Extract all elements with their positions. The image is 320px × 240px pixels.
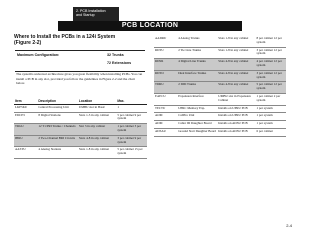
max-configuration-box [15, 50, 145, 72]
cell-desc: 2 Tie Line Trunks [177, 47, 217, 59]
cell-max: 1 per system [255, 105, 286, 113]
cell-desc: Dual Interface Trunks [177, 70, 217, 82]
cell-max: 5 per cabinet 15 per system [116, 147, 147, 159]
table-row [154, 59, 286, 71]
cell-loc: Slot 3 in any cabinet [78, 124, 116, 136]
cell-loc: Slots 4-8 in any cabinet [217, 70, 255, 82]
cell-item: TECTU [154, 105, 177, 113]
table-row [154, 47, 286, 59]
cell-desc: 4 Analog Trunks [177, 36, 217, 47]
cell-max: 1 [116, 104, 147, 112]
cell-loc: Slots 4-8 in any cabinet [217, 82, 255, 94]
cell-desc: Expansion Interface [177, 93, 217, 105]
cell-loc: UMBU slot in Expansion Cabinet [217, 93, 255, 105]
cell-item: IBRU [14, 135, 37, 147]
page-number: 2-4 [286, 223, 292, 228]
cell-max: 1 per cabinet 3 per system [116, 124, 147, 136]
cell-loc: Slots 4-8 in any cabinet [217, 59, 255, 71]
section-tab-line1: 2. PCB Installation [76, 9, 106, 13]
cell-desc: 4 Digital Line Trunks [177, 59, 217, 71]
cell-desc: 8 Digital Stations [37, 112, 78, 124]
cell-loc: Slots 1-3 in any cabinet [78, 112, 116, 124]
pcb-table-left [14, 99, 147, 159]
column-header-item: Item [14, 99, 37, 104]
table-row [14, 112, 147, 124]
cell-desc: UPRC Memory Exp. [177, 105, 217, 113]
cell-desc: 2 DID Trunks [177, 82, 217, 94]
cell-desc: Caller ID Daughter Board [177, 121, 217, 129]
cell-item: EAECU [154, 93, 177, 105]
table-row [154, 93, 286, 105]
cell-max: 3 per cabinet 12 per system [255, 70, 286, 82]
cell-item: ADSAU [154, 128, 177, 136]
config-value-extensions: 72 Extensions [107, 61, 132, 65]
column-header-max: Max. [116, 99, 147, 104]
cell-max: 1 per cabinet 2 per system [255, 93, 286, 105]
section-heading-line2: (Figure 2-2) [14, 39, 42, 46]
cell-loc: Slots 1-8 in any cabinet [217, 47, 255, 59]
cell-item: AADRU [154, 36, 177, 47]
cell-desc: 2 Two-Channel BRI Circuits [37, 135, 78, 147]
pcb-table-right [154, 36, 286, 137]
table-row [154, 121, 286, 129]
cell-item: EDCE5 [14, 112, 37, 124]
cell-item: ADM [154, 121, 177, 129]
cell-item: TDRU [154, 82, 177, 94]
cell-max: 4 per cabinet 12 per system [255, 59, 286, 71]
cell-desc: Ground Start Daughter Board [177, 128, 217, 136]
cell-max: 3 per cabinet 9 per system [116, 135, 147, 147]
table-row [14, 104, 147, 112]
cell-item: AASTU [14, 147, 37, 159]
cell-loc: Installs on UPRU PCB [217, 105, 255, 113]
config-value-trunks: 32 Trunks [107, 53, 124, 57]
cell-desc: 4 Analog Stations [37, 147, 78, 159]
column-header-description: Description [37, 99, 78, 104]
cell-desc: 12 T1/PRI Trunks / Channels [37, 124, 78, 136]
table-row [14, 135, 147, 147]
cell-loc: Installs on UPRU PCB [217, 113, 255, 121]
section-heading [14, 35, 154, 46]
table-row [14, 147, 147, 159]
cell-max: 8 per cabinet 12 per system [255, 36, 286, 47]
page-title: PCB LOCATION [58, 21, 242, 31]
section-tab [73, 7, 119, 21]
cell-loc: Installs on ADSU PCB [217, 128, 255, 136]
cell-loc: UMBU slot in Basic [78, 104, 116, 112]
cell-desc: Central Processing Unit [37, 104, 78, 112]
cell-max: 1 per system [255, 113, 286, 121]
cell-max: 1 per system [255, 121, 286, 129]
cell-loc: Installs on ADSU PCB [217, 121, 255, 129]
cell-item: RDSR [154, 59, 177, 71]
cell-max: 5 per cabinet 12 per system [255, 82, 286, 94]
cell-item: RDTU [154, 47, 177, 59]
table-row [154, 36, 286, 47]
table-row [154, 70, 286, 82]
table-row [154, 113, 286, 121]
table-row [14, 124, 147, 136]
cell-item: TRGU [14, 124, 37, 136]
cell-desc: CallPro Unit [177, 113, 217, 121]
cell-max: 6 per cabinet [255, 128, 286, 136]
intro-paragraph: The system's universal architecture gives you great flexibility when installing PCBs. You can install a PCB in any slot, provided you follow the guidelines in Figure 2-2 and the chart below. [16, 72, 143, 86]
cell-loc: Slots 1-8 in any cabinet [78, 147, 116, 159]
cell-item: RDTO [154, 70, 177, 82]
column-header-location: Location [78, 99, 116, 104]
table-row [154, 105, 286, 113]
cell-max: 3 per cabinet 12 per system [255, 47, 286, 59]
cell-item: AOM [154, 113, 177, 121]
cell-item: LKP5KU [14, 104, 37, 112]
section-tab-line2: and Startup [76, 13, 95, 18]
section-heading-line1: Where to Install the PCBs in a 124i System [14, 34, 116, 40]
table-row [154, 82, 286, 94]
config-label: Maximum Configuration: [17, 53, 60, 57]
cell-max: 5 per cabinet 9 per system [116, 112, 147, 124]
cell-loc: Slots 1-8 in any cabinet [217, 36, 255, 47]
cell-loc: Slots 4-8 in any cabinet [78, 135, 116, 147]
table-row [154, 128, 286, 136]
